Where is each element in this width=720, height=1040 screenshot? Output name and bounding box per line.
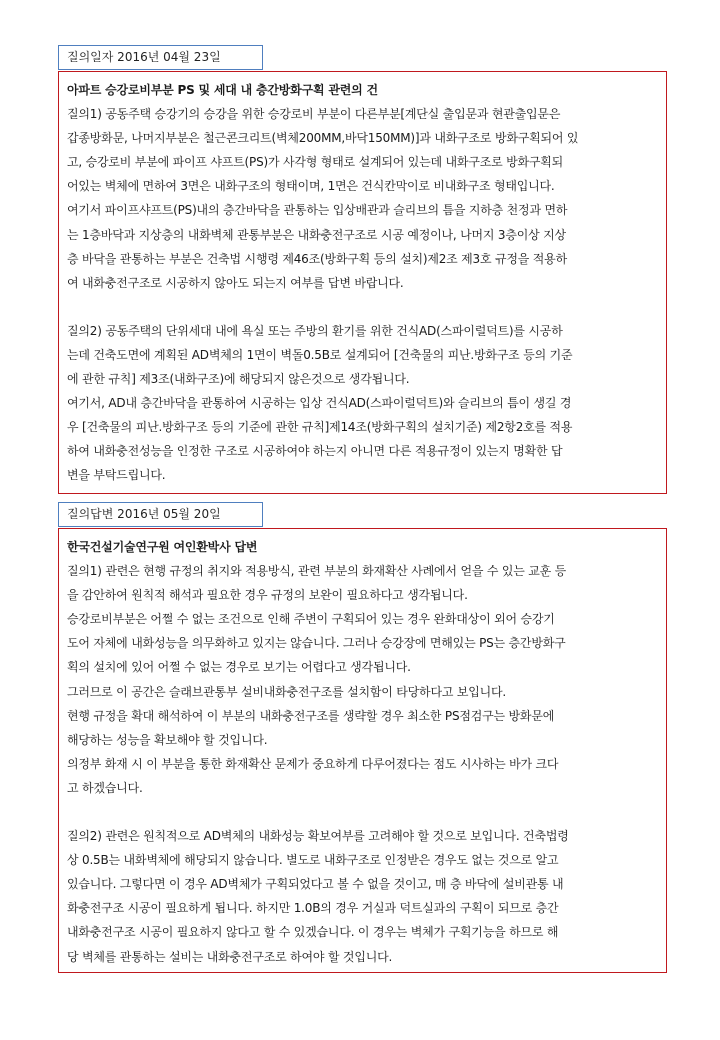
answer-paragraph-1 [67,559,658,800]
text-line: 획의 설치에 있어 어쩔 수 없는 경우로 보기는 어렵다고 생각됩니다. [67,660,411,675]
text-line: 여 내화충전구조로 시공하지 않아도 되는지 여부를 답변 바랍니다. [67,275,404,290]
text-line: 당 벽체를 관통하는 설비는 내화충전구조로 하여야 할 것입니다. [67,949,393,964]
text-line: 갑종방화문, 나머지부분은 철근콘크리트(벽체200MM,바닥150MM)]과 내화구조로 방화구획되어 있 [67,131,579,146]
paragraph-spacer [67,800,658,824]
answer-date-tab [58,502,263,527]
answer-paragraph-2 [67,824,658,969]
paragraph-spacer [67,295,658,319]
answer-date-label: 질의답변 2016년 05월 20일 [67,507,221,521]
text-line: 승강로비부분은 어쩔 수 없는 조건으로 인해 주변이 구획되어 있는 경우 완화대상이 외어 승강기 [67,612,555,627]
text-line: 을 감안하여 원칙적 해석과 필요한 경우 규정의 보완이 필요하다고 생각됩니다. [67,588,468,603]
text-line: 질의1) 관련은 현행 규정의 취지와 적용방식, 관련 부분의 화재확산 사례에서 얻을 수 있는 교훈 등 [67,564,567,579]
question-date-tab [58,45,263,70]
question-date-label: 질의일자 2016년 04월 23일 [67,50,221,64]
text-line: 어있는 벽체에 면하여 3면은 내화구조의 형태이며, 1면은 건식칸막이로 비내화구조 형태입니다. [67,179,555,194]
text-line: 상 0.5B는 내화벽체에 해당되지 않습니다. 별도로 내화구조로 인정받은 경우도 없는 것으로 알고 [67,853,559,868]
text-line: 우 [건축물의 피난.방화구조 등의 기준에 관한 규칙]제14조(방화구획의 설치기준) 제2항2호를 적용 [67,420,573,435]
text-line: 해당하는 성능을 확보해야 할 것입니다. [67,732,268,747]
question-title: 아파트 승강로비부분 PS 및 세대 내 층간방화구획 관련의 건 [67,83,378,97]
text-line: 그러므로 이 공간은 슬래브관통부 설비내화충전구조를 설치함이 타당하다고 보입니다. [67,684,507,699]
text-line: 의정부 화재 시 이 부분을 통한 화재확산 문제가 중요하게 다루어졌다는 점도 시사하는 바가 크다 [67,756,559,771]
question-paragraph-1 [67,102,658,295]
text-line: 현행 규정을 확대 해석하여 이 부분의 내화충전구조를 생략할 경우 최소한 PS점검구는 방화문에 [67,708,555,723]
text-line: 는데 건축도면에 계획된 AD벽체의 1면이 벽돌0.5B로 설계되어 [건축물의 피난.방화구조 등의 기준 [67,347,573,362]
text-line: 내화충전구조 시공이 필요하지 않다고 할 수 있겠습니다. 이 경우는 벽체가 구획기능을 하므로 해 [67,925,559,940]
text-line: 고, 승강로비 부분에 파이프 샤프트(PS)가 사각형 형태로 설계되어 있는데 내화구조로 방화구획되 [67,155,564,170]
answer-title: 한국건설기술연구원 여인환박사 답변 [67,540,258,554]
text-line: 여기서, AD내 층간바닥을 관통하여 시공하는 입상 건식AD(스파이럴덕트)와 슬리브의 틈이 생길 경 [67,396,572,411]
text-line: 여기서 파이프샤프트(PS)내의 층간바닥을 관통하는 입상배관과 슬리브의 틈을 지하층 천정과 면하 [67,203,568,218]
question-paragraph-2 [67,319,658,488]
text-line: 층 바닥을 관통하는 부분은 건축법 시행령 제46조(방화구획 등의 설치)제2조 제3호 규정을 적용하 [67,251,567,266]
text-line: 있습니다. 그렇다면 이 경우 AD벽체가 구획되었다고 볼 수 없을 것이고, 매 층 바닥에 설비관통 내 [67,877,564,892]
text-line: 도어 자체에 내화성능을 의무화하고 있지는 않습니다. 그러나 승강장에 면해있는 PS는 층간방화구 [67,636,566,651]
text-line: 질의2) 관련은 원칙적으로 AD벽체의 내화성능 확보여부를 고려해야 할 것으로 보입니다. 건축법령 [67,829,569,844]
text-line: 에 관한 규칙] 제3조(내화구조)에 해당되지 않은것으로 생각됩니다. [67,372,410,387]
text-line: 하여 내화충전성능을 인정한 구조로 시공하여야 하는지 아니면 다른 적용규정이 있는지 명확한 답 [67,444,563,459]
text-line: 질의1) 공동주택 승강기의 승강을 위한 승강로비 부분이 다른부분[계단실 출입문과 현관출입문은 [67,107,561,122]
text-line: 질의2) 공동주택의 단위세대 내에 욕실 또는 주방의 환기를 위한 건식AD(스파이럴덕트)를 시공하 [67,323,563,338]
text-line: 변을 부탁드립니다. [67,468,166,483]
text-line: 고 하겠습니다. [67,780,143,795]
answer-box [58,528,667,973]
text-line: 화충전구조 시공이 필요하게 됩니다. 하지만 1.0B의 경우 거실과 덕트실과의 구획이 되므로 층간 [67,901,559,916]
text-line: 는 1층바닥과 지상층의 내화벽체 관통부분은 내화충전구조로 시공 예정이나, 나머지 3층이상 지상 [67,227,566,242]
question-box [58,71,667,494]
